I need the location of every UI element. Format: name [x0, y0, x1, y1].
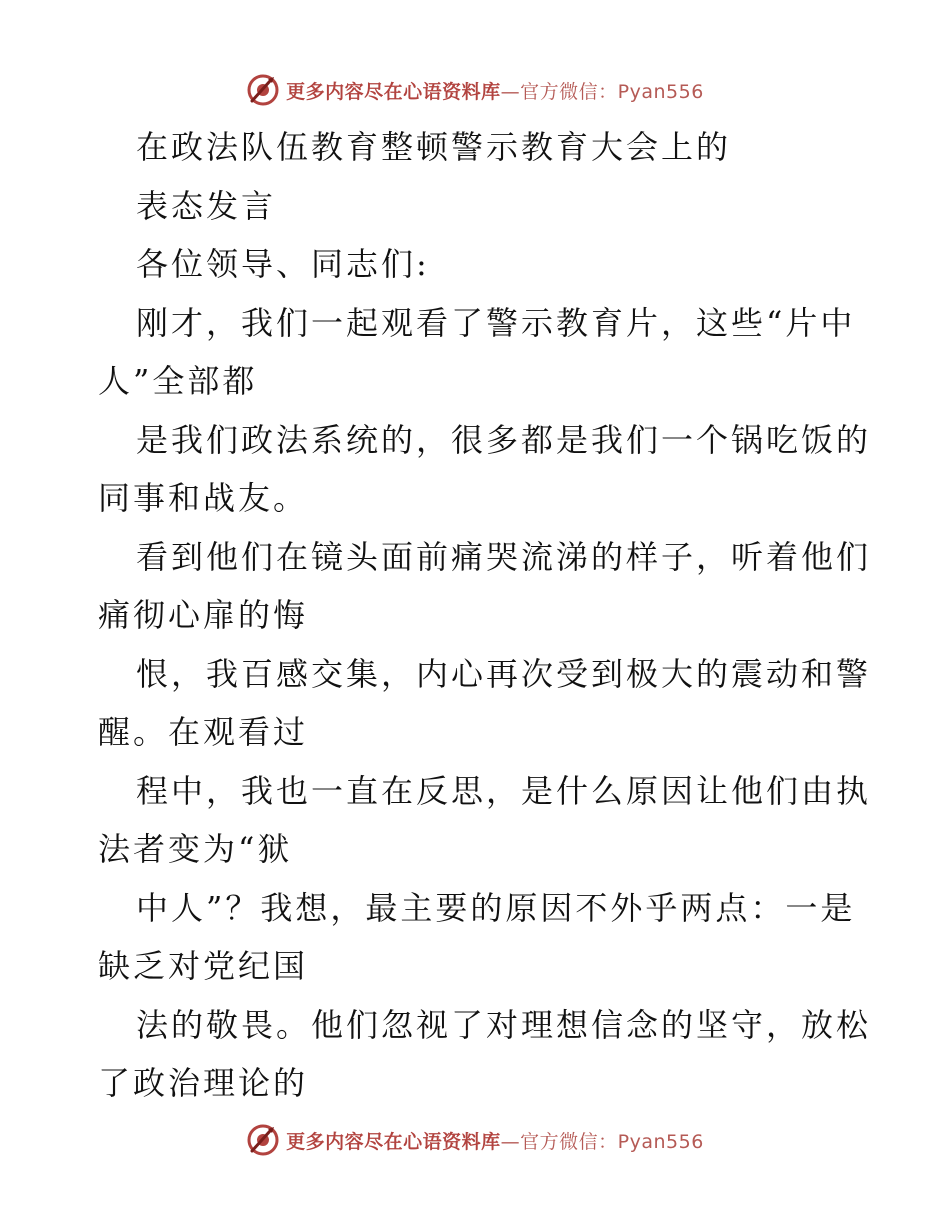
document-line: 表态发言 — [136, 186, 277, 225]
document-line: 中人”？我想，最主要的原因不外乎两点：一是 — [136, 888, 856, 927]
document-line: 看到他们在镜头面前痛哭流涕的样子，听着他们 — [136, 537, 872, 576]
footer-banner-main: 更多内容尽在心语资料库 — [286, 1130, 501, 1153]
header-banner-sub: —官方微信：Pyan556 — [500, 80, 704, 103]
document-body — [98, 118, 872, 1113]
document-line: 缺乏对党纪国 — [98, 947, 309, 985]
document-line: 痛彻心扉的悔 — [98, 596, 309, 634]
footer-banner-sub: —官方微信：Pyan556 — [500, 1130, 704, 1153]
document-line: 人”全部都 — [98, 362, 258, 400]
footer-banner-text — [286, 1127, 704, 1154]
document-line: 法者变为“狱 — [98, 830, 293, 868]
header-banner-text — [286, 77, 704, 104]
document-line: 法的敬畏。他们忽视了对理想信念的坚守，放松 — [136, 1005, 872, 1044]
brand-logo-icon — [246, 73, 280, 107]
document-line: 恨，我百感交集，内心再次受到极大的震动和警 — [136, 654, 872, 693]
footer-banner — [0, 1120, 950, 1160]
document-line: 在政法队伍教育整顿警示教育大会上的 — [136, 128, 732, 166]
header-banner-main: 更多内容尽在心语资料库 — [286, 80, 501, 103]
document-line: 同事和战友。 — [98, 479, 309, 517]
document-line: 是我们政法系统的，很多都是我们一个锅吃饭的 — [136, 420, 872, 459]
document-line: 刚才，我们一起观看了警示教育片，这些“片中 — [136, 303, 856, 342]
brand-logo-icon — [246, 1123, 280, 1157]
document-line: 了政治理论的 — [98, 1064, 309, 1102]
header-banner — [0, 70, 950, 110]
document-line: 程中，我也一直在反思，是什么原因让他们由执 — [136, 771, 872, 810]
document-line: 各位领导、同志们: — [136, 245, 430, 283]
document-line: 醒。在观看过 — [98, 713, 309, 751]
